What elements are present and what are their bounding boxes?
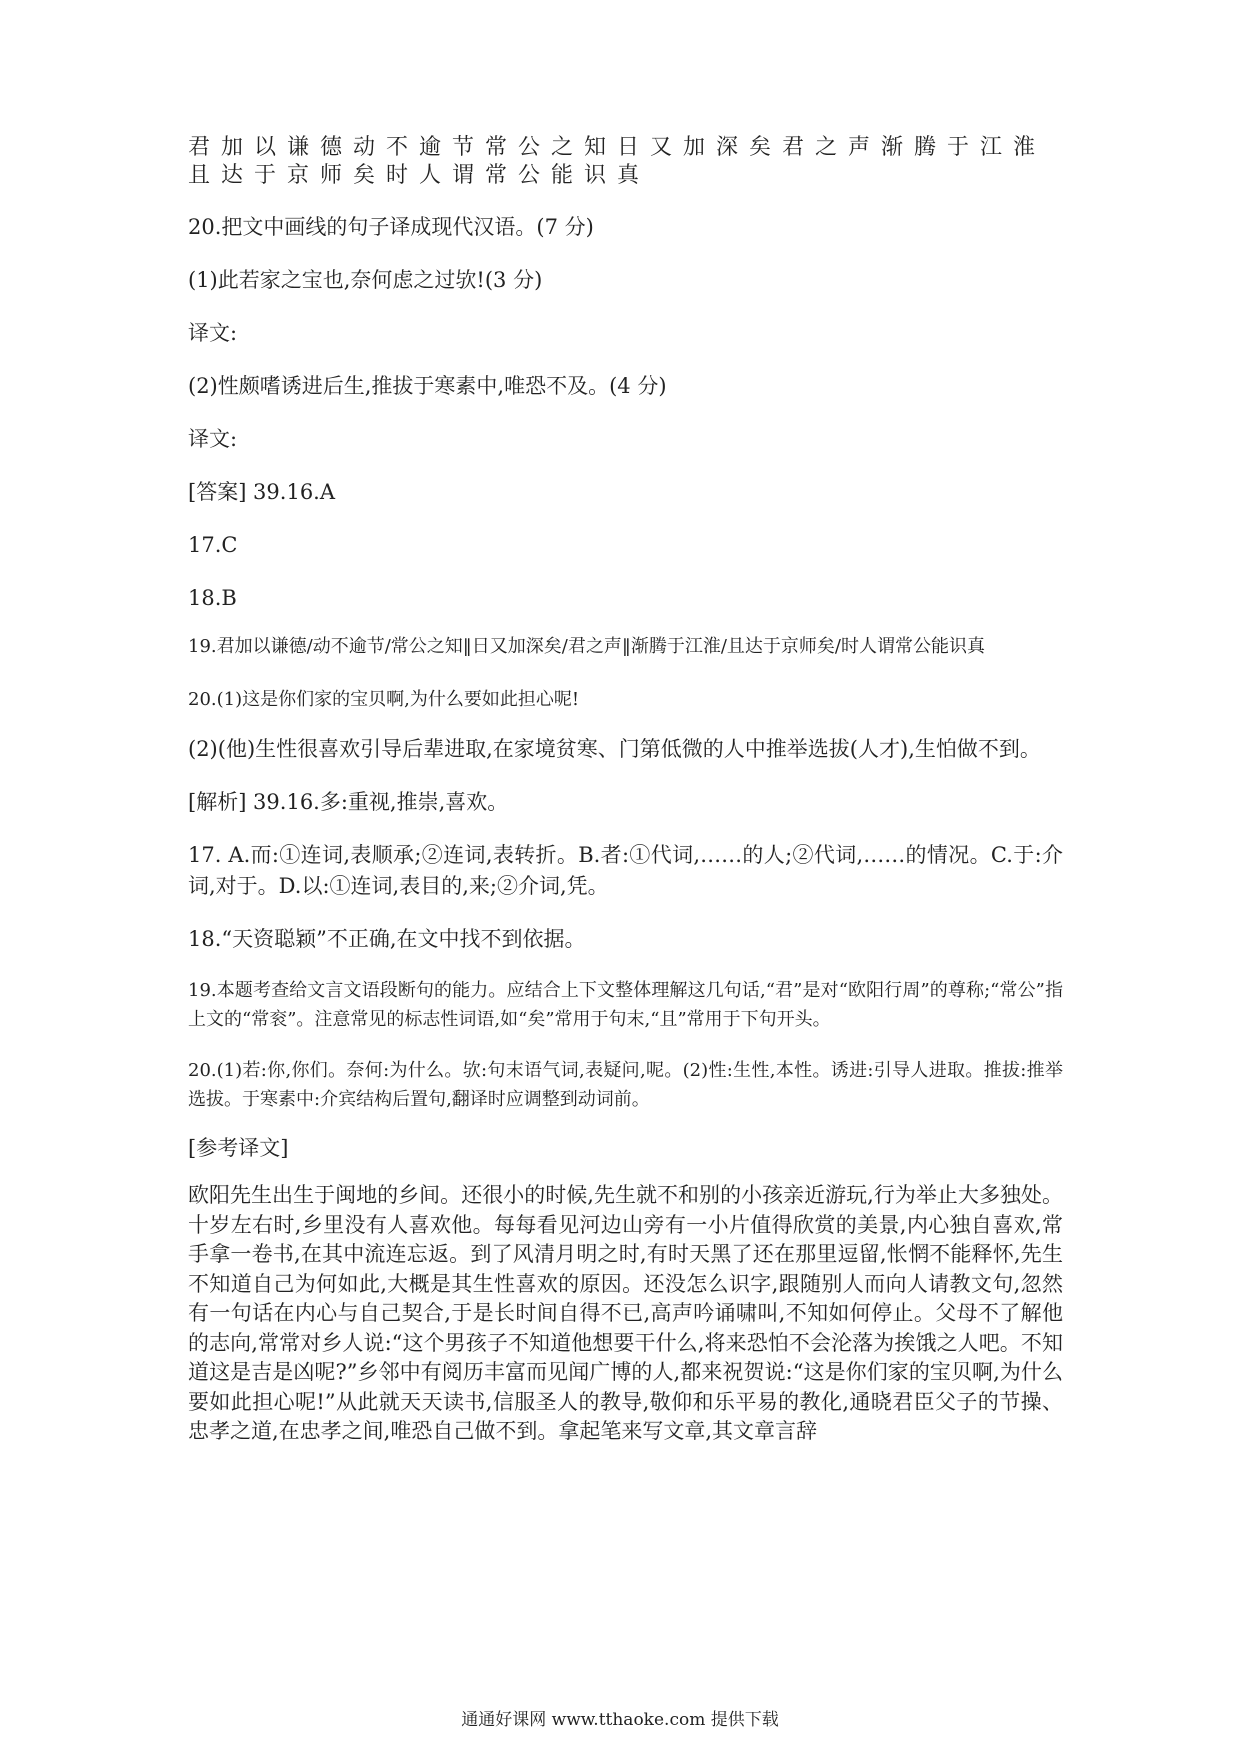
answer-20-2: (2)(他)生性很喜欢引导后辈进取,在家境贫寒、门第低微的人中推举选拔(人才),生怕做不到。 <box>188 737 1041 761</box>
analysis-16: [解析] 39.16.多:重视,推崇,喜欢。 <box>188 790 509 814</box>
passage-line-1: 君加以谦德动不逾节常公之知日又加深矣君之声渐腾于江淮 <box>188 135 1047 160</box>
analysis-19: 19.本题考查给文言文语段断句的能力。应结合上下文整体理解这几句话,“君”是对“欧阳行周”的尊称;“常公”指上文的“常衮”。注意常见的标志性词语,如“矣”常用于句末,“且”常用于下句开头。 <box>188 980 1063 1030</box>
answer-19: 19.君加以谦德/动不逾节/常公之知‖日又加深矣/君之声‖渐腾于江淮/且达于京师矣/时人谓常公能识真 <box>188 636 985 657</box>
question-20-sentence-2: (2)性颇嗜诱进后生,推拔于寒素中,唯恐不及。(4 分) <box>188 374 667 398</box>
answer-20-1: 20.(1)这是你们家的宝贝啊,为什么要如此担心呢! <box>188 689 580 710</box>
answer-17: 17.C <box>188 533 238 557</box>
passage-line-2: 且达于京师矣时人谓常公能识真 <box>188 163 651 188</box>
question-20-sentence-1: (1)此若家之宝也,奈何虑之过欤!(3 分) <box>188 268 543 292</box>
page-footer: 通通好课网 www.tthaoke.com 提供下载 <box>461 1710 779 1730</box>
reference-translation: 欧阳先生出生于闽地的乡间。还很小的时候,先生就不和别的小孩亲近游玩,行为举止大多独处。十岁左右时,乡里没有人喜欢他。每每看见河边山旁有一小片值得欣赏的美景,内心独自喜欢,常手拿一卷书,在其中流连忘返。到了风清月明之时,有时天黑了还在那里逗留,怅惘不能释怀,先生不知道自己为何如此,大概是其生性喜欢的原因。还没怎么识字,跟随别人而向人请教文句,忽然有一句话在内心与自己契合,于是长时间自得不已,高声吟诵啸叫,不知如何停止。父母不了解他的志向,常常对乡人说:“这个男孩子不知道他想要干什么,将来恐怕不会沦落为挨饿之人吧。不知道这是吉是凶呢?”乡邻中有阅历丰富而见闻广博的人,都来祝贺说:“这是你们家的宝贝啊,为什么要如此担心呢!”从此就天天读书,信服圣人的教导,敬仰和乐平易的教化,通晓君臣父子的节操、忠孝之道,在忠孝之间,唯恐自己做不到。拿起笔来写文章,其文章言辞 <box>188 1183 1063 1443</box>
reference-title: [参考译文] <box>188 1136 289 1160</box>
answer-16: [答案] 39.16.A <box>188 480 336 504</box>
analysis-18: 18.“天资聪颖”不正确,在文中找不到依据。 <box>188 927 586 951</box>
translation-label-2: 译文: <box>188 427 238 451</box>
question-20-title: 20.把文中画线的句子译成现代汉语。(7 分) <box>188 215 594 239</box>
translation-label-1: 译文: <box>188 321 238 345</box>
analysis-20: 20.(1)若:你,你们。奈何:为什么。欤:句末语气词,表疑问,呢。(2)性:生性,本性。诱进:引导人进取。推拔:推举选拔。于寒素中:介宾结构后置句,翻译时应调整到动词前。 <box>188 1060 1063 1110</box>
answer-18: 18.B <box>188 586 237 610</box>
analysis-17: 17. A.而:①连词,表顺承;②连词,表转折。B.者:①代词,……的人;②代词,……的情况。C.于:介词,对于。D.以:①连词,表目的,来;②介词,凭。 <box>188 843 1063 898</box>
